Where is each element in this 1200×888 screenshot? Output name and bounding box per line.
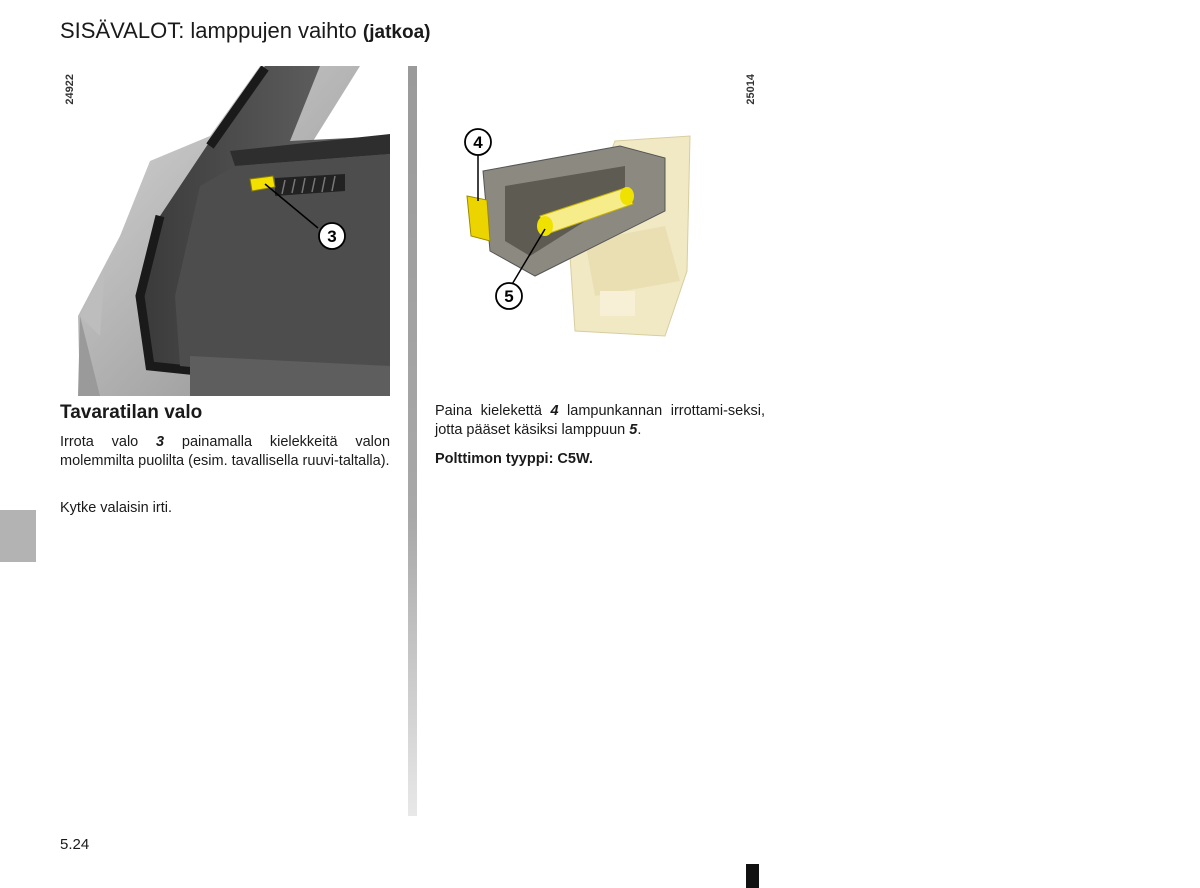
callout-5: 5 — [504, 287, 514, 306]
page-title — [60, 18, 430, 44]
page-marker — [746, 864, 759, 888]
left-p1-text-a: Irrota valo — [60, 434, 157, 450]
left-p1-text-b: painamalla kielekkeitä valon molemmilta puolilta (esim. tavallisella ruuvi-taltalla). — [60, 434, 391, 469]
right-p1-text-a: Paina kielekettä — [435, 403, 551, 419]
ref-5: 5 — [629, 422, 638, 438]
lamp-unit-illustration — [435, 66, 765, 366]
page-number: 5.24 — [60, 836, 90, 853]
figure-code-1: 24922 — [64, 74, 76, 105]
bulb-type: Polttimon tyyppi: C5W. — [435, 451, 593, 467]
left-paragraph-1 — [60, 433, 390, 471]
chapter-tab — [0, 510, 36, 562]
right-paragraph-1 — [435, 402, 765, 440]
ref-3: 3 — [156, 434, 165, 450]
callout-4: 4 — [473, 133, 483, 152]
callout-3: 3 — [327, 227, 337, 246]
section-heading: Tavaratilan valo — [60, 402, 203, 423]
page-title-main: SISÄVALOT: lamppujen vaihto — [60, 18, 357, 43]
page-title-sub: (jatkoa) — [362, 22, 431, 43]
ref-4: 4 — [550, 403, 559, 419]
right-p1-text-c: . — [637, 422, 642, 438]
trunk-illustration — [60, 66, 390, 396]
lamp-unit-illustration-svg — [435, 66, 765, 366]
figure-code-2: 25014 — [745, 74, 757, 105]
right-p1-text-b: lampunkannan irrottami-seksi, jotta pääset käsiksi lamppuun — [435, 403, 765, 438]
left-paragraph-2: Kytke valaisin irti. — [60, 500, 173, 516]
trunk-illustration-svg — [60, 66, 390, 396]
column-divider — [408, 66, 417, 816]
